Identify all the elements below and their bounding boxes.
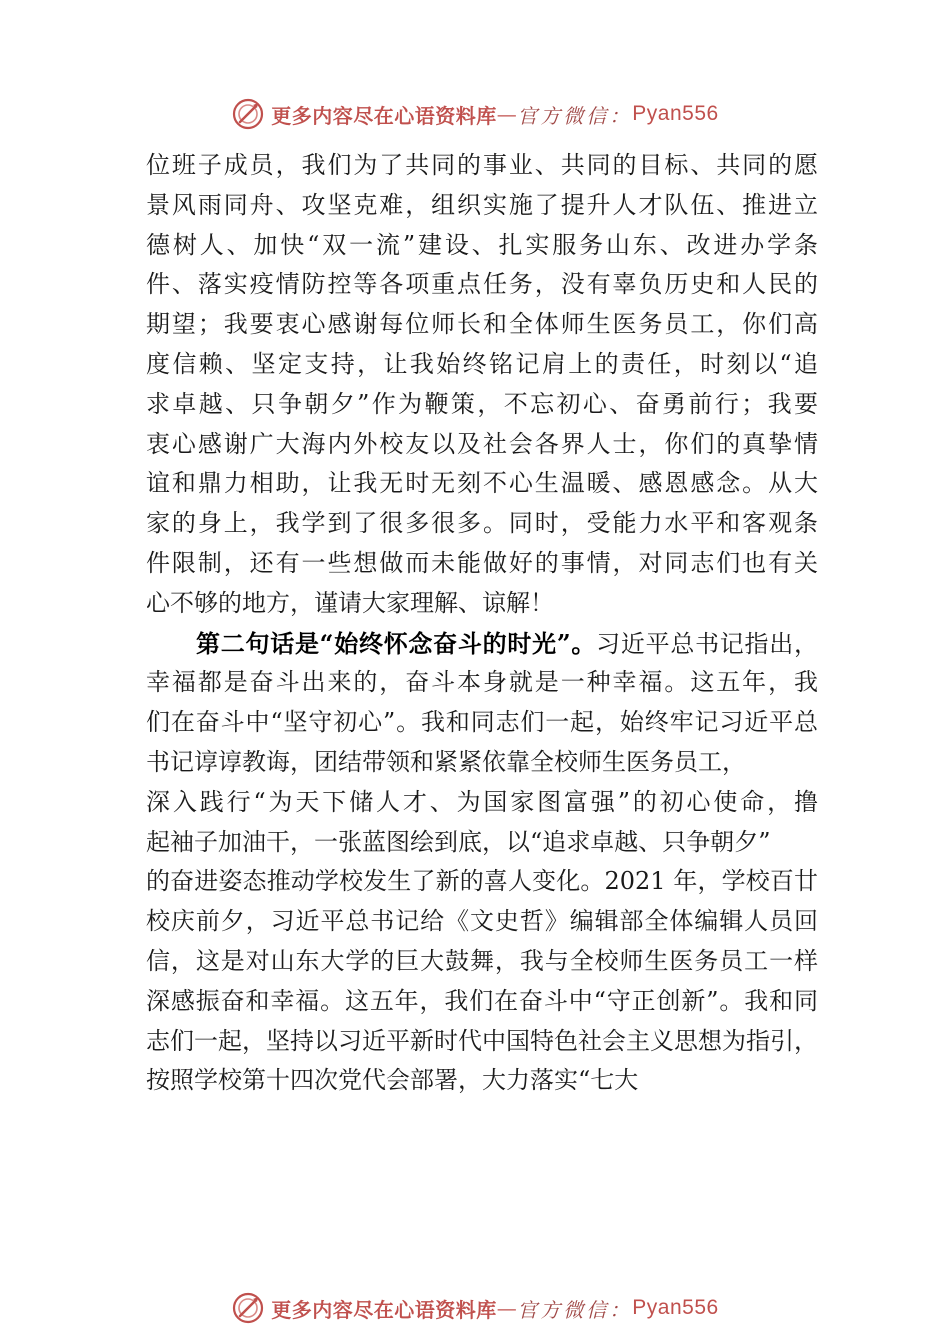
text-line: 谊和鼎力相助，让我无时无刻不心生温暖、感恩感念。从大 xyxy=(146,469,818,498)
document-body xyxy=(146,146,818,1101)
watermark-dash: — xyxy=(496,102,518,126)
text-line: 位班子成员，我们为了共同的事业、共同的目标、共同的愿 xyxy=(146,151,818,179)
text-line: 幸福都是奋斗出来的，奋斗本身就是一种幸福。这五年，我 xyxy=(146,668,818,697)
watermark-main-text: 更多内容尽在心语资料库 xyxy=(271,1297,497,1322)
text-line: 景风雨同舟、攻坚克难，组织实施了提升人才队伍、推进立 xyxy=(146,190,818,219)
watermark-wechat-id: Pyan556 xyxy=(632,1296,719,1319)
text-line: 家的身上，我学到了很多很多。同时，受能力水平和客观条 xyxy=(146,509,818,538)
watermark-dash: — xyxy=(496,1296,518,1320)
footer-watermark xyxy=(0,1290,950,1326)
text-line: 按照学校第十四次党代会部署，大力落实“七大 xyxy=(146,1066,639,1095)
watermark-main-text: 更多内容尽在心语资料库 xyxy=(271,103,497,128)
watermark-official-label: 官方微信： xyxy=(517,103,633,128)
text-line: 求卓越、只争朝夕”作为鞭策，不忘初心、奋勇前行；我要 xyxy=(146,389,818,418)
text-line: 起袖子加油干，一张蓝图绘到底，以“追求卓越、只争朝夕” xyxy=(146,827,771,856)
header-watermark xyxy=(0,96,950,132)
text-line: 度信赖、坚定支持，让我始终铭记肩上的责任，时刻以“追 xyxy=(146,349,818,378)
watermark-wechat-id: Pyan556 xyxy=(632,102,719,125)
text-line: 志们一起，坚持以习近平新时代中国特色社会主义思想为指引， xyxy=(146,1026,818,1055)
text-line: 心不够的地方，谨请大家理解、谅解！ xyxy=(146,588,554,617)
text-line: 深感振奋和幸福。这五年，我们在奋斗中“守正创新”。我和同 xyxy=(146,986,818,1015)
watermark-official-label: 官方微信： xyxy=(517,1297,633,1322)
text-line: 校庆前夕，习近平总书记给《文史哲》编辑部全体编辑人员回 xyxy=(146,907,818,936)
text-line: 衷心感谢广大海内外校友以及社会各界人士，你们的真挚情 xyxy=(146,429,818,458)
paragraph-2-lead-text: 习近平总书记指出， xyxy=(596,629,818,658)
paragraph-2-first-line xyxy=(146,624,818,664)
text-line: 们在奋斗中“坚守初心”。我和同志们一起，始终牢记习近平总 xyxy=(146,708,818,737)
library-logo-icon xyxy=(231,97,265,131)
text-line: 件、落实疫情防控等各项重点任务，没有辜负历史和人民的 xyxy=(146,270,818,299)
text-line: 德树人、加快“双一流”建设、扎实服务山东、改进办学条 xyxy=(146,230,818,259)
text-line: 的奋进姿态推动学校发生了新的喜人变化。2021 年，学校百廿 xyxy=(146,867,818,896)
paragraph-2-heading: 第二句话是“始终怀念奋斗的时光”。 xyxy=(196,628,597,658)
text-line: 件限制，还有一些想做而未能做好的事情，对同志们也有关 xyxy=(146,548,818,577)
library-logo-icon xyxy=(231,1291,265,1325)
text-line: 期望；我要衷心感谢每位师长和全体师生医务员工，你们高 xyxy=(146,310,818,339)
text-line: 深入践行“为天下储人才、为国家图富强”的初心使命，撸 xyxy=(146,787,818,816)
text-line: 信，这是对山东大学的巨大鼓舞，我与全校师生医务员工一样 xyxy=(146,946,818,975)
text-line: 书记谆谆教诲，团结带领和紧紧依靠全校师生医务员工， xyxy=(146,747,746,776)
